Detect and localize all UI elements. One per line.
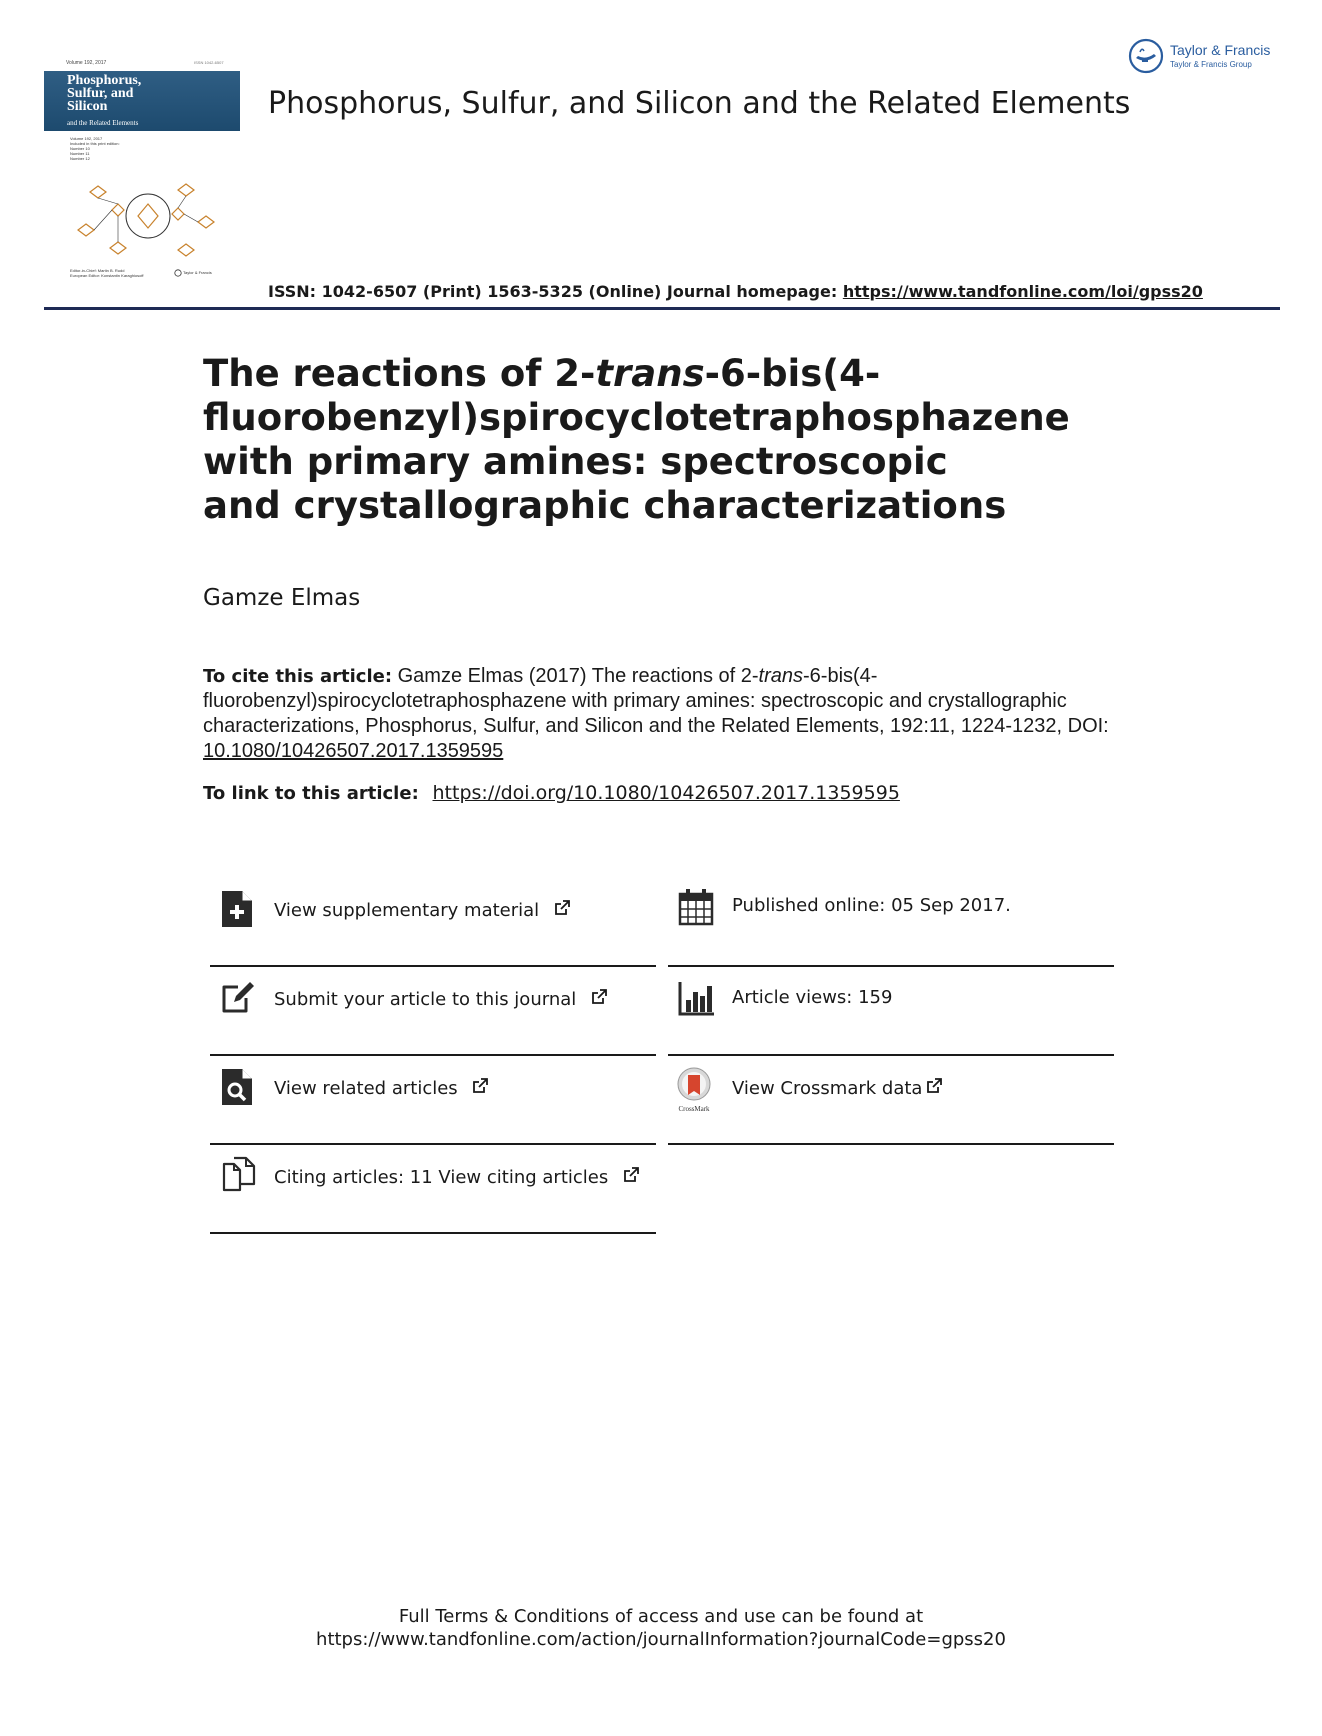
citation-label: To cite this article:	[203, 666, 393, 687]
card-citing-articles[interactable]	[210, 1144, 656, 1234]
edit-icon	[220, 978, 256, 1018]
bar-chart-icon	[678, 978, 714, 1018]
external-link-icon	[553, 899, 571, 917]
journal-title: Phosphorus, Sulfur, and Silicon and the Related Elements	[268, 86, 1131, 121]
article-author: Gamze Elmas	[203, 585, 361, 611]
card-label-text: Citing articles: 11 View citing articles	[274, 1167, 609, 1188]
citation-text: Gamze Elmas (2017) The reactions of 2-	[392, 665, 759, 687]
cover-title-line: Silicon	[67, 99, 108, 114]
card-label: Article views: 159	[732, 987, 893, 1008]
cover-note: Number 11	[70, 151, 90, 156]
external-link-icon	[622, 1166, 640, 1184]
citation-italic: trans	[758, 665, 803, 687]
article-title-italic: trans	[595, 352, 705, 395]
article-title-text: The reactions of 2-	[203, 352, 596, 395]
card-published-online	[668, 877, 1114, 967]
card-label	[274, 899, 571, 921]
publisher-logo[interactable]	[1128, 38, 1288, 78]
cover-subtitle: and the Related Elements	[67, 119, 139, 127]
cover-note: Volume 192, 2017	[70, 136, 103, 141]
card-label: Published online: 05 Sep 2017.	[732, 895, 1011, 916]
citation-text: -6-bis(4-fluorobenzyl)spirocyclotetraphosphazene with primary amines: spectroscopic and crystallographic characterizations, Phosphorus, Sulfur, and Silicon and the Related Elements, 192:11, 1224-1232, DOI:	[203, 665, 1109, 737]
card-label	[274, 1077, 489, 1099]
cover-publisher-logo-icon	[174, 269, 182, 277]
external-link-icon	[590, 988, 608, 1006]
publisher-name: Taylor & Francis	[1170, 42, 1271, 58]
cover-editor: Editor-in-Chief: Martin B. Rudd	[70, 268, 125, 273]
cover-editor: European Editor: Konstantin Karaghiosoff	[70, 273, 144, 278]
cover-editors	[70, 268, 144, 278]
publisher-group: Taylor & Francis Group	[1170, 60, 1252, 69]
card-label	[274, 1166, 640, 1188]
cover-volume: Volume 192, 2017	[66, 60, 107, 66]
article-link-label: To link to this article:	[203, 783, 419, 804]
file-plus-icon	[220, 889, 256, 929]
document-search-icon	[220, 1067, 256, 1107]
article-title-text: -6-bis(4-fluorobenzyl)spirocyclotetraphosphazene with primary amines: spectroscopic and crystallographic characterizations	[203, 352, 1070, 527]
card-crossmark[interactable]	[668, 1055, 1114, 1145]
external-link-icon	[471, 1077, 489, 1095]
card-label-text: View Crossmark data	[732, 1078, 923, 1099]
cover-title-line: Sulfur, and	[67, 86, 134, 101]
cover-title-line: Phosphorus,	[67, 73, 142, 88]
copy-documents-icon	[220, 1156, 256, 1196]
cover-note: Number 12	[70, 156, 90, 161]
cover-note: Number 10	[70, 146, 90, 151]
cover-title	[67, 74, 237, 113]
card-label	[732, 1077, 943, 1099]
article-link-line	[203, 782, 900, 804]
issn-text: ISSN: 1042-6507 (Print) 1563-5325 (Online) Journal homepage:	[268, 282, 843, 301]
cover-publisher	[174, 269, 212, 277]
article-title	[203, 352, 1070, 528]
cover-issn: ISSN 1042-6507	[194, 60, 224, 65]
card-submit-article[interactable]	[210, 966, 656, 1056]
issn-line	[268, 282, 1203, 301]
cover-note: Included in this print edition:	[70, 141, 120, 146]
journal-homepage-link[interactable]: https://www.tandfonline.com/loi/gpss20	[842, 282, 1203, 301]
header-divider	[44, 307, 1280, 310]
crossmark-icon	[674, 1067, 714, 1113]
card-related-articles[interactable]	[210, 1055, 656, 1145]
cover-publisher-name: Taylor & Francis	[183, 270, 212, 276]
card-label	[274, 988, 608, 1010]
card-label-text: View supplementary material	[274, 900, 540, 921]
taylor-francis-lamp-icon	[1128, 38, 1164, 74]
external-link-icon	[925, 1077, 943, 1095]
card-article-views	[668, 966, 1114, 1056]
card-label-text: Submit your article to this journal	[274, 989, 577, 1010]
journal-cover-thumbnail	[44, 56, 240, 282]
card-supplementary-material[interactable]	[210, 877, 656, 967]
calendar-icon	[678, 887, 714, 927]
card-label-text: View related articles	[274, 1078, 458, 1099]
footer-terms: Full Terms & Conditions of access and use can be found at	[398, 1606, 924, 1627]
citation-block	[203, 664, 1123, 764]
crossmark-badge-text: CrossMark	[678, 1105, 710, 1113]
citation-doi-link[interactable]: 10.1080/10426507.2017.1359595	[203, 740, 504, 762]
footer-terms-url[interactable]: https://www.tandfonline.com/action/journalInformation?journalCode=gpss20	[316, 1629, 1006, 1650]
cover-molecule-illustration	[62, 174, 232, 264]
cover-notes	[70, 136, 120, 161]
article-doi-url[interactable]: https://doi.org/10.1080/10426507.2017.1359595	[432, 782, 900, 804]
